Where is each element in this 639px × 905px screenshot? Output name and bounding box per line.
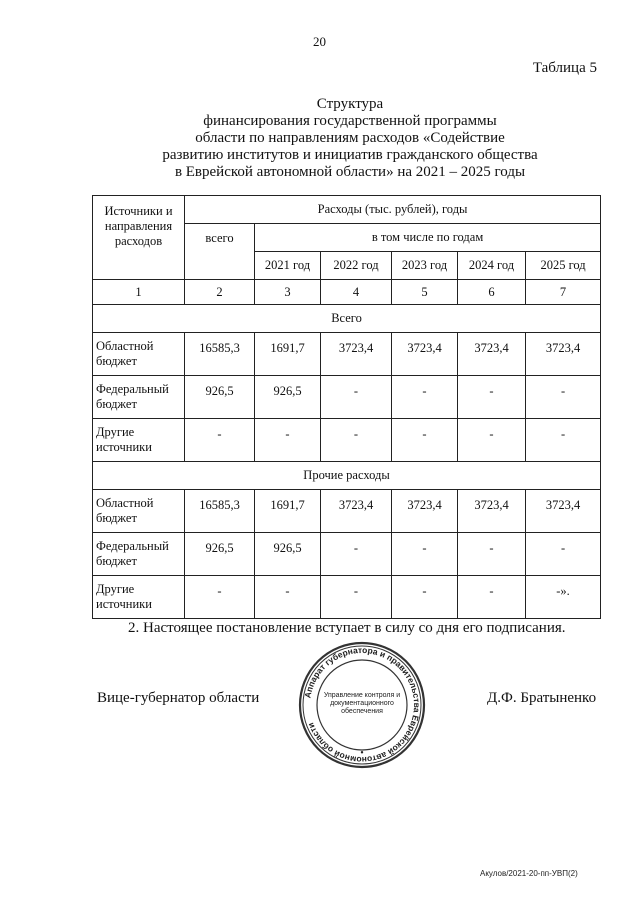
column-number: 5 — [392, 280, 458, 305]
cell: 926,5 — [185, 376, 255, 419]
row-label: Федеральный бюджет — [93, 533, 185, 576]
row-label: Другие источники — [93, 419, 185, 462]
cell: - — [321, 533, 392, 576]
cell: 3723,4 — [526, 490, 601, 533]
cell: - — [458, 533, 526, 576]
cell: 926,5 — [185, 533, 255, 576]
row-label: Федеральный бюджет — [93, 376, 185, 419]
cell: 3723,4 — [392, 490, 458, 533]
stamp-ring-text: Аппарат губернатора и правительства Еврейской автономной области — [302, 644, 423, 766]
table-row — [93, 490, 601, 533]
cell: - — [185, 419, 255, 462]
column-number: 2 — [185, 280, 255, 305]
cell: - — [392, 576, 458, 619]
table-row — [93, 576, 601, 619]
page-number: 20 — [313, 34, 326, 49]
cell: - — [526, 419, 601, 462]
signatory-position: Вице-губернатор области — [97, 690, 260, 706]
cell: 1691,7 — [255, 490, 321, 533]
header-sources: Источники и направления расходов — [93, 196, 185, 280]
cell: - — [392, 533, 458, 576]
stamp-inner-text: Управление контроля и документационного обеспечения — [323, 692, 401, 715]
cell: - — [458, 419, 526, 462]
cell: - — [392, 376, 458, 419]
cell: 16585,3 — [185, 490, 255, 533]
header-expenses: Расходы (тыс. рублей), годы — [185, 196, 601, 224]
table-row — [93, 533, 601, 576]
cell: 1691,7 — [255, 333, 321, 376]
cell: 926,5 — [255, 376, 321, 419]
column-number: 4 — [321, 280, 392, 305]
cell: - — [458, 376, 526, 419]
cell: - — [255, 576, 321, 619]
cell: - — [185, 576, 255, 619]
cell: - — [526, 376, 601, 419]
header-year: 2023 год — [392, 252, 458, 280]
table-row — [93, 376, 601, 419]
clause-text: 2. Настоящее постановление вступает в силу со дня его подписания. — [128, 620, 566, 636]
cell: - — [255, 419, 321, 462]
cell: 3723,4 — [526, 333, 601, 376]
financing-table — [92, 195, 601, 619]
footer-code: Акулов/2021-20-пп-УВП(2) — [480, 869, 578, 878]
title-line: финансирования государственной программы — [203, 113, 497, 129]
column-number: 1 — [93, 280, 185, 305]
cell: - — [392, 419, 458, 462]
title-line: развитию институтов и инициатив гражданского общества — [162, 147, 538, 163]
official-stamp — [298, 640, 426, 770]
table-label: Таблица 5 — [532, 60, 597, 76]
cell: - — [526, 533, 601, 576]
document-title — [60, 96, 639, 181]
row-label: Областной бюджет — [93, 490, 185, 533]
cell: 3723,4 — [321, 490, 392, 533]
title-line: в Еврейской автономной области» на 2021 – 2025 годы — [174, 164, 526, 180]
cell: 926,5 — [255, 533, 321, 576]
column-number: 6 — [458, 280, 526, 305]
cell: - — [321, 419, 392, 462]
header-year: 2024 год — [458, 252, 526, 280]
table-row — [93, 333, 601, 376]
section-title: Прочие расходы — [93, 462, 601, 490]
signatory-name: Д.Ф. Братыненко — [487, 690, 597, 706]
column-number: 3 — [255, 280, 321, 305]
header-by-year: в том числе по годам — [255, 224, 601, 252]
cell: 16585,3 — [185, 333, 255, 376]
cell: - — [458, 576, 526, 619]
header-year: 2021 год — [255, 252, 321, 280]
title-line: области по направлениям расходов «Содействие — [195, 130, 505, 146]
table-row — [93, 419, 601, 462]
cell: -». — [526, 576, 601, 619]
header-total: всего — [185, 224, 255, 280]
row-label: Областной бюджет — [93, 333, 185, 376]
cell: 3723,4 — [458, 490, 526, 533]
cell: - — [321, 576, 392, 619]
cell: 3723,4 — [458, 333, 526, 376]
title-line: Структура — [316, 96, 384, 112]
column-number: 7 — [526, 280, 601, 305]
svg-text:•: • — [360, 748, 364, 759]
section-title: Всего — [93, 305, 601, 333]
header-year: 2022 год — [321, 252, 392, 280]
row-label: Другие источники — [93, 576, 185, 619]
cell: 3723,4 — [321, 333, 392, 376]
header-year: 2025 год — [526, 252, 601, 280]
cell: - — [321, 376, 392, 419]
cell: 3723,4 — [392, 333, 458, 376]
